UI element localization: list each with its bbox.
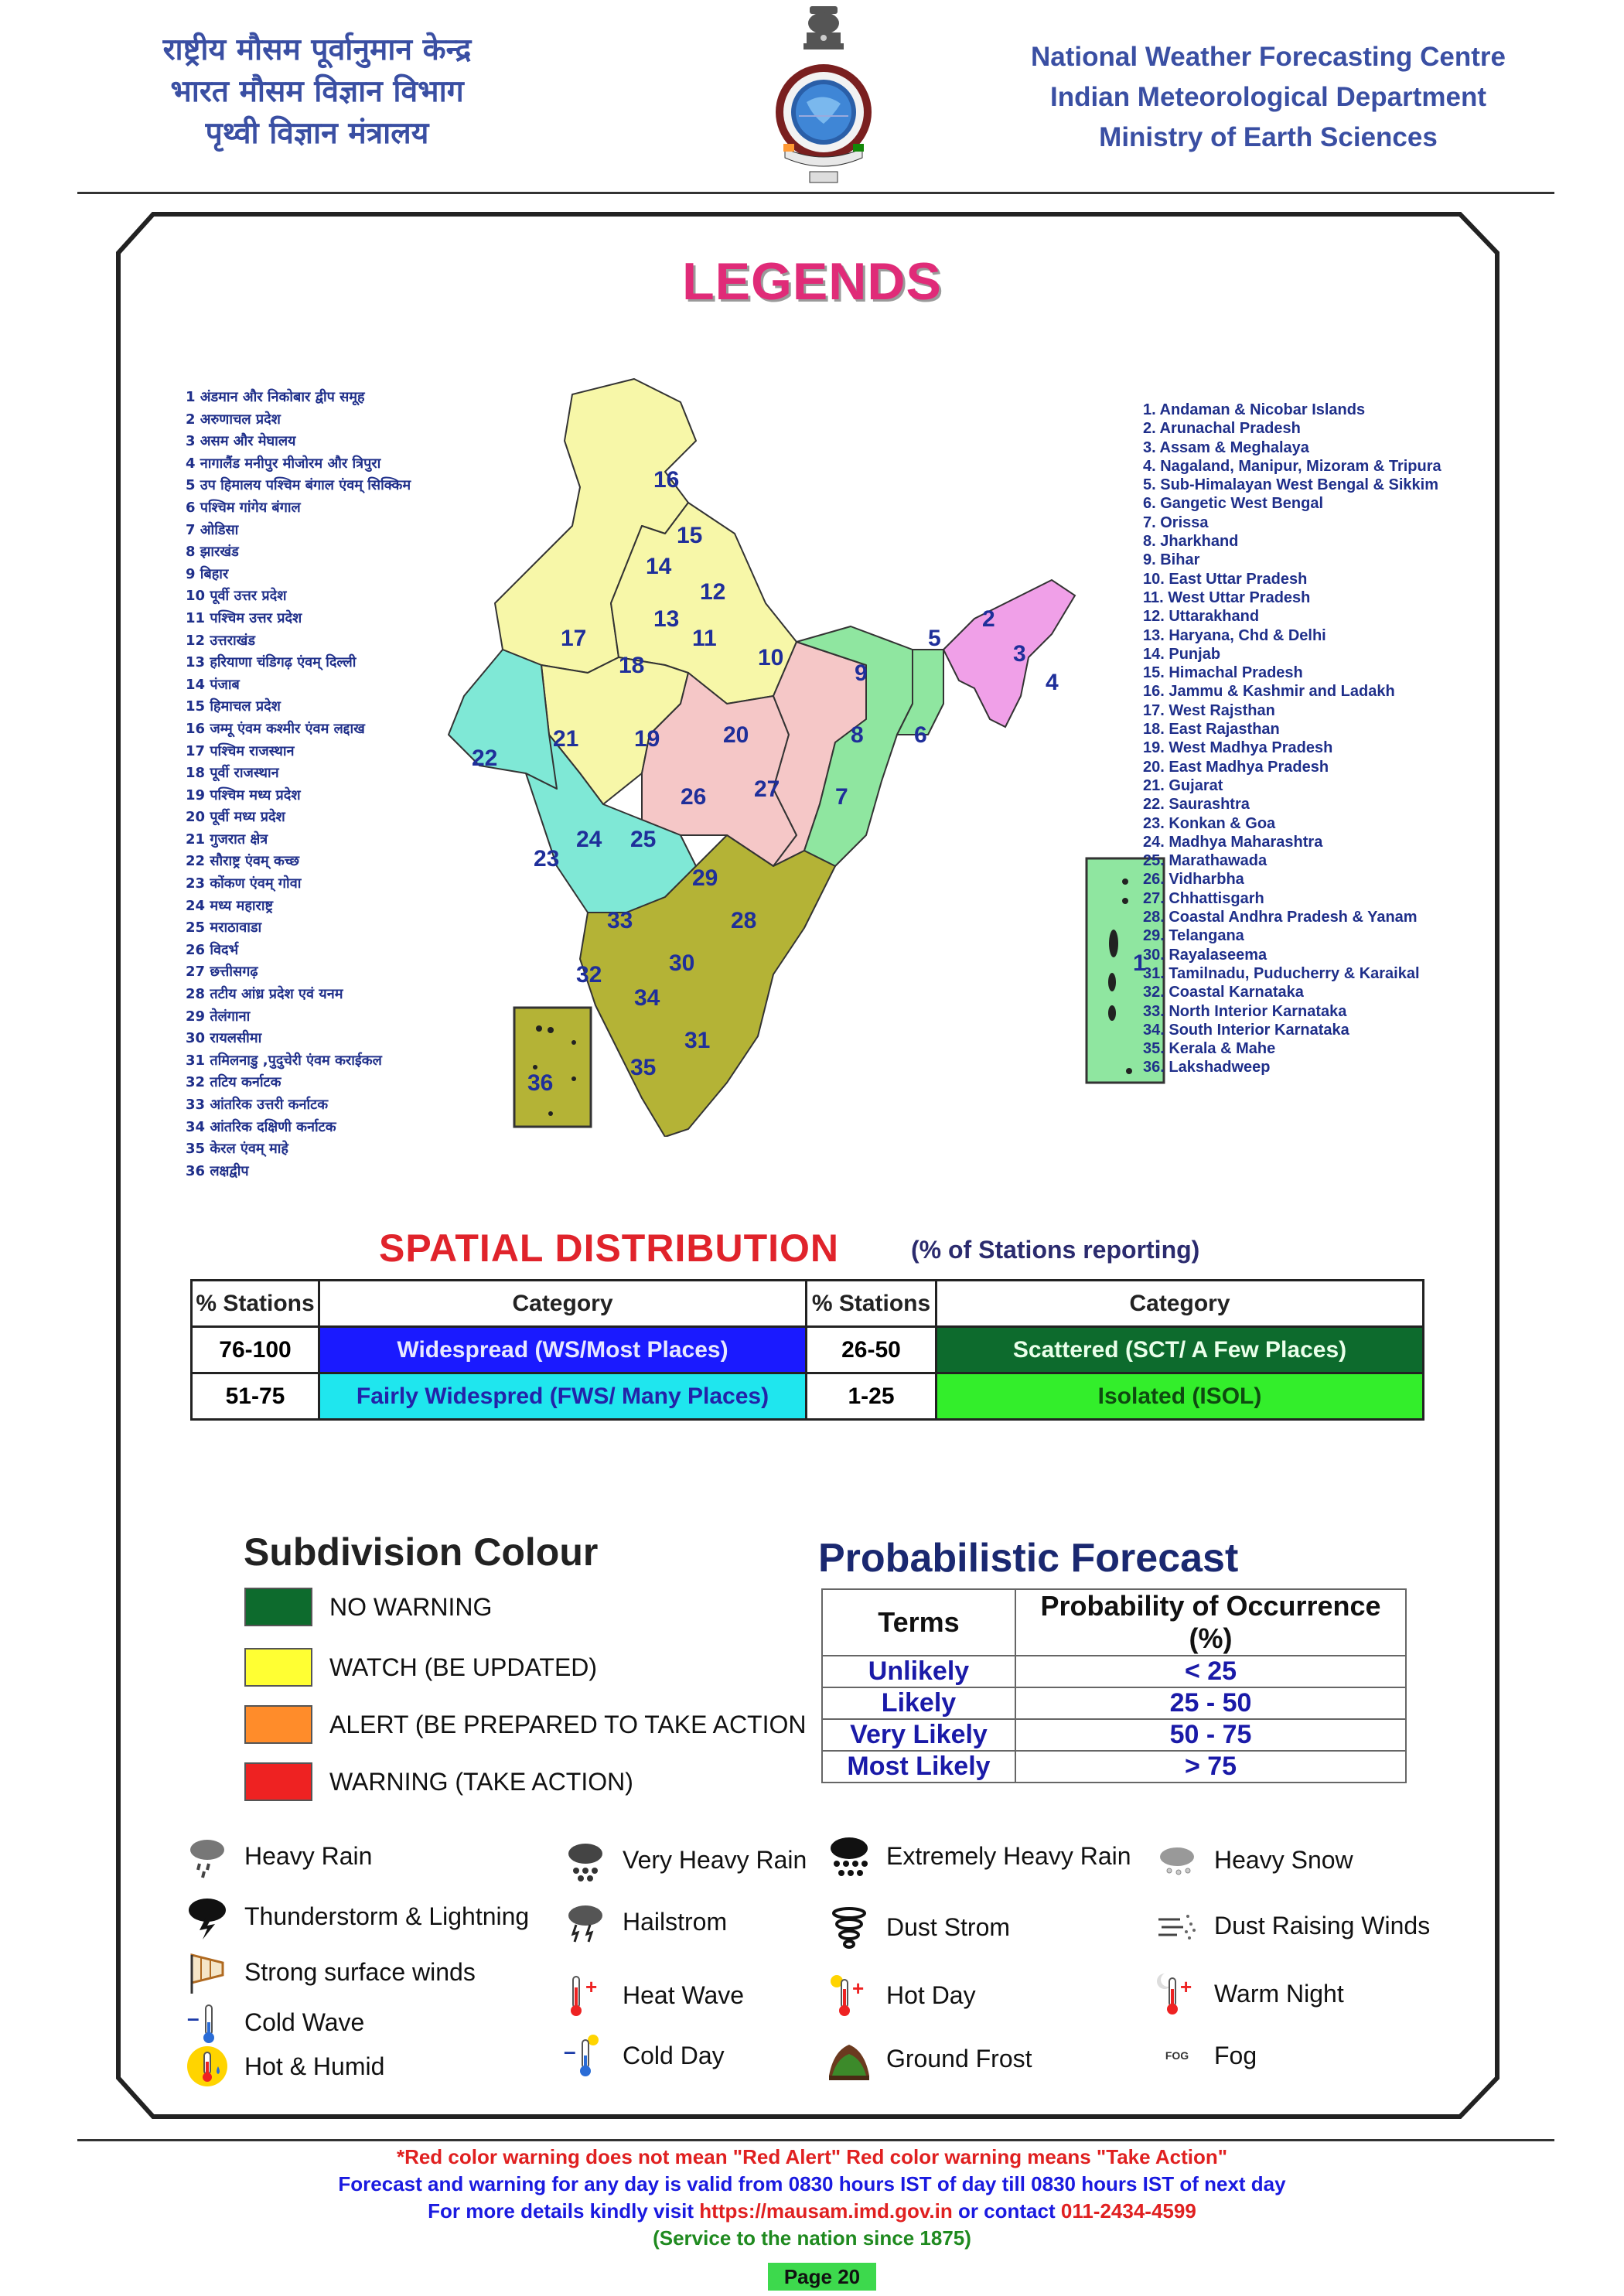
map-label: 16 [653,467,680,493]
table-row [822,1656,1406,1687]
subdivision-colour-title: Subdivision Colour [244,1530,599,1574]
list-item: 31. Tamilnadu, Puducherry & Karaikal [1143,964,1420,982]
list-item: 13 हरियाणा चंडिगढ़ एंवम् दिल्ली [186,654,357,671]
table-row [822,1589,1406,1656]
list-item: 21 गुजरात क्षेत्र [186,831,268,848]
list-item: 18. East Rajasthan [1143,721,1280,739]
legend-heavy-snow [1154,1837,1353,1883]
table-row [822,1719,1406,1751]
list-item: 35 केरल एंवम् माहे [186,1141,288,1158]
list-item: 9 बिहार [186,565,229,582]
list-item: 26. Vidharbha [1143,871,1244,889]
fog-icon [1154,2032,1200,2079]
footer-contact-prefix: For more details kindly visit [428,2199,700,2223]
col-header-category: Category [937,1281,1424,1327]
probabilistic-forecast-title: Probabilistic Forecast [818,1536,1239,1581]
map-label: 10 [758,645,784,670]
list-item: 26 विदर्भ [186,941,239,958]
list-item: 24. Madhya Maharashtra [1143,833,1323,851]
map-label: 6 [914,722,927,748]
list-item: 10. East Uttar Pradesh [1143,570,1308,588]
list-item: 1. Andaman & Nicobar Islands [1143,401,1366,418]
legend-label: Cold Wave [244,2008,365,2036]
legend-warm-night [1154,1970,1344,2017]
ground-frost-icon [826,2035,872,2082]
footer-service-note: (Service to the nation since 1875) [653,2226,971,2250]
swatch-label: WATCH (BE UPDATED) [329,1653,598,1681]
map-label: 4 [1046,670,1059,695]
probabilistic-table [821,1588,1407,1783]
legend-label: Dust Raising Winds [1214,1911,1431,1939]
hot-humid-icon [184,2043,230,2090]
map-label: 15 [677,523,703,548]
list-item: 17 पश्चिम राजस्थान [186,742,295,759]
list-item: 30. Rayalaseema [1143,946,1267,964]
list-item: 32 तटिय कर्नाटक [186,1074,281,1091]
legend-label: Strong surface winds [244,1957,476,1986]
map-label: 9 [855,660,868,686]
map-label: 7 [835,784,848,810]
list-item: 33. North Interior Karnataka [1143,1002,1347,1020]
hailstorm-icon [562,1899,609,1945]
header-hindi-line: पृथ्वी विज्ञान मंत्रालय [205,116,429,151]
map-label: 11 [692,626,717,651]
header-english [998,37,1539,158]
swatch-watch [244,1647,597,1687]
station-range: 76-100 [192,1327,319,1373]
list-item: 27. Chhattisgarh [1143,889,1264,907]
heavy-rain-icon [184,1833,230,1879]
legend-label: Ground Frost [886,2044,1032,2073]
map-label: 21 [553,726,579,752]
legend-label: Dust Strom [886,1912,1011,1941]
strong-winds-icon [184,1949,230,1995]
list-item: 23. Konkan & Goa [1143,814,1276,832]
spatial-distribution-table [190,1279,1424,1421]
subdivision-list-english [1143,401,1514,1077]
list-item: 5. Sub-Himalayan West Bengal & Sikkim [1143,476,1438,494]
very-heavy-rain-icon [562,1837,609,1883]
table-row [822,1687,1406,1719]
dust-raising-winds-icon [1154,1902,1200,1949]
heavy-snow-icon [1154,1837,1200,1883]
station-range: 1-25 [807,1373,937,1420]
list-item: 17. West Rajsthan [1143,701,1275,719]
svg-text:+: + [1180,1975,1192,1998]
list-item: 35. Kerala & Mahe [1143,1040,1276,1058]
list-item: 8 झारखंड [186,544,239,561]
swatch-label: WARNING (TAKE ACTION) [329,1767,633,1796]
probability: < 25 [1015,1656,1406,1687]
map-label: 26 [681,784,707,810]
legend-thunderstorm [184,1893,529,1939]
table-row [192,1327,1424,1373]
list-item: 4. Nagaland, Manipur, Mizoram & Tripura [1143,457,1441,475]
list-item: 15. Himachal Pradesh [1143,664,1303,682]
category-isolated: Isolated (ISOL) [937,1373,1424,1420]
term: Most Likely [822,1751,1015,1783]
header-english-line: National Weather Forecasting Centre [1031,42,1506,72]
list-item: 15 हिमाचल प्रदेश [186,698,281,715]
legend-label: Warm Night [1214,1979,1344,2008]
list-item: 30 रायलसीमा [186,1030,262,1047]
list-item: 36. Lakshadweep [1143,1059,1271,1076]
swatch-alert [244,1704,806,1745]
list-item: 32. Coastal Karnataka [1143,984,1304,1001]
list-item: 24 मध्य महाराष्ट्र [186,897,274,914]
header-hindi-line: भारत मौसम विज्ञान विभाग [170,74,464,109]
list-item: 28. Coastal Andhra Pradesh & Yanam [1143,909,1418,926]
list-item: 10 पूर्वी उत्तर प्रदेश [186,588,287,605]
category-fairly-widespread: Fairly Widespred (FWS/ Many Places) [319,1373,807,1420]
footer-contact-mid: or contact [952,2199,1061,2223]
contact-phone: 011-2434-4599 [1060,2199,1196,2223]
map-label: 14 [646,554,672,579]
legend-label: Heat Wave [623,1980,745,2009]
legend-label: Hailstrom [623,1907,728,1936]
swatch-warning [244,1762,633,1802]
legend-label: Extremely Heavy Rain [886,1841,1131,1870]
legend-label: Very Heavy Rain [623,1845,807,1874]
map-label: 30 [669,950,695,976]
list-item: 19 पश्चिम मध्य प्रदेश [186,786,301,803]
footer-validity-note: Forecast and warning for any day is valid from 0830 hours IST of day till 0830 hours IST of next day [338,2172,1286,2195]
map-label: 3 [1013,641,1026,667]
map-label: 20 [723,722,749,748]
map-label: 32 [576,962,602,988]
legend-dust-raising-winds [1154,1902,1430,1949]
map-label: 31 [684,1028,711,1053]
col-header-stations: % Stations [192,1281,319,1327]
extremely-heavy-rain-icon [826,1833,872,1879]
map-label: 12 [700,579,726,605]
map-label: 23 [534,846,560,872]
list-item: 34. South Interior Karnataka [1143,1021,1349,1039]
color-swatch [244,1648,312,1687]
legends-title: LEGENDS [682,252,942,311]
svg-text:+: + [585,1975,598,1998]
legend-cold-day [562,2032,725,2079]
list-item: 16. Jammu & Kashmir and Ladakh [1143,683,1395,701]
map-label: 34 [634,985,660,1011]
list-item: 31 तमिलनाडु ,पुदुचेरी एंवम कराईकल [186,1052,382,1069]
map-label: 36 [527,1070,554,1096]
dust-storm-icon [826,1904,872,1950]
list-item: 7 ओडिसा [186,521,239,538]
map-label: 27 [754,776,780,802]
list-item: 8. Jharkhand [1143,533,1239,551]
term: Very Likely [822,1719,1015,1751]
table-row [192,1281,1424,1327]
list-item: 18 पूर्वी राजस्थान [186,765,279,782]
legend-strong-surface-winds [184,1949,476,1995]
page-number-badge: Page 20 [768,2263,876,2291]
list-item: 36 लक्षद्वीप [186,1162,249,1179]
list-item: 2. Arunachal Pradesh [1143,420,1301,438]
list-item: 5 उप हिमालय पश्चिम बंगाल एंवम् सिक्किम [186,477,411,494]
svg-text:–: – [564,2039,576,2063]
list-item: 20 पूर्वी मध्य प्रदेश [186,809,285,826]
station-range: 51-75 [192,1373,319,1420]
list-item: 34 आंतरिक दक्षिणी कर्नाटक [186,1118,336,1135]
list-item: 16 जम्मू एंवम कश्मीर एंवम लद्दाख [186,720,365,737]
thunderstorm-icon [184,1893,230,1939]
list-item: 29. Telangana [1143,927,1244,945]
table-row [822,1751,1406,1783]
lakshadweep-inset [512,1005,593,1129]
map-label: 1 [1133,950,1146,976]
list-item: 25. Marathawada [1143,852,1267,870]
probability: 50 - 75 [1015,1719,1406,1751]
color-swatch [244,1762,312,1801]
swatch-label: NO WARNING [329,1592,493,1621]
category-scattered: Scattered (SCT/ A Few Places) [937,1327,1424,1373]
col-header-stations: % Stations [807,1281,937,1327]
legend-hot-day [826,1972,976,2018]
list-item: 28 तटीय आंध्र प्रदेश एवं यनम [186,986,343,1003]
list-item: 22 सौराष्ट्र एंवम् कच्छ [186,853,300,870]
map-label: 33 [607,908,633,933]
map-label: 24 [576,827,602,852]
probability: > 75 [1015,1751,1406,1783]
list-item: 14. Punjab [1143,645,1221,663]
legend-hailstorm [562,1899,727,1945]
list-item: 12 उत्तराखंड [186,632,255,649]
legend-ground-frost [826,2035,1032,2082]
list-item: 11. West Uttar Pradesh [1143,588,1311,606]
list-item: 13. Haryana, Chd & Delhi [1143,626,1326,644]
map-label: 17 [561,626,587,651]
header-english-line: Indian Meteorological Department [1050,82,1486,112]
legend-label: Thunderstorm & Lightning [244,1902,530,1930]
list-item: 23 कोंकण एंवम् गोवा [186,875,302,892]
list-item: 14 पंजाब [186,676,240,693]
swatch-no-warning [244,1587,492,1627]
legend-fog [1154,2032,1257,2079]
map-label: 18 [619,653,645,678]
map-label: 13 [653,606,680,632]
list-item: 6 पश्चिम गांगेय बंगाल [186,499,301,516]
list-item: 6. Gangetic West Bengal [1143,495,1324,513]
list-item: 3. Assam & Meghalaya [1143,438,1309,456]
legend-label: Cold Day [623,2041,725,2069]
legend-heavy-rain [184,1833,372,1879]
list-item: 4 नागालैंड मनीपुर मीजोरम और त्रिपुरा [186,455,381,472]
imd-emblem-logo [762,0,885,189]
footer-contact [0,2199,1624,2223]
term: Likely [822,1687,1015,1719]
map-label: 29 [692,865,718,891]
cold-day-icon [562,2032,609,2079]
header-divider [77,192,1554,194]
list-item: 19. West Madhya Pradesh [1143,739,1333,757]
station-range: 26-50 [807,1327,937,1373]
list-item: 2 अरुणाचल प्रदेश [186,411,281,428]
map-label: 5 [928,626,941,651]
list-item: 22. Saurashtra [1143,796,1250,814]
map-label: 8 [851,722,864,748]
cold-wave-icon [184,1999,230,2045]
map-label: 28 [731,908,757,933]
legend-label: Heavy Rain [244,1841,373,1870]
svg-text:–: – [187,2006,200,2030]
svg-text:+: + [852,1977,865,2000]
list-item: 3 असम और मेघालय [186,433,296,450]
map-label: 22 [472,745,498,771]
list-item: 20. East Madhya Pradesh [1143,758,1329,776]
table-row [192,1373,1424,1420]
warm-night-icon [1154,1970,1200,2017]
map-label: 2 [982,606,995,632]
category-widespread: Widespread (WS/Most Places) [319,1327,807,1373]
header-hindi [116,29,518,155]
list-item: 12. Uttarakhand [1143,608,1260,626]
col-header-category: Category [319,1281,807,1327]
list-item: 21. Gujarat [1143,776,1223,794]
legend-label: Heavy Snow [1214,1845,1353,1874]
list-item: 27 छत्तीसगढ़ [186,964,258,981]
spatial-distribution-subtitle: (% of Stations reporting) [911,1236,1200,1264]
legend-hot-humid [184,2043,384,2090]
spatial-distribution-title: SPATIAL DISTRIBUTION [379,1226,839,1270]
list-item: 33 आंतरिक उत्तरी कर्नाटक [186,1097,329,1113]
legend-extremely-heavy-rain [826,1833,1131,1879]
color-swatch [244,1705,312,1744]
list-item: 1 अंडमान और निकोबार द्वीप समूह [186,389,365,405]
heat-wave-icon [562,1972,609,2018]
swatch-label: ALERT (BE PREPARED TO TAKE ACTION [329,1710,807,1738]
map-label: 35 [630,1055,657,1080]
header-english-line: Ministry of Earth Sciences [1099,122,1438,152]
list-item: 29 तेलंगाना [186,1008,251,1025]
list-item: 11 पश्चिम उत्तर प्रदेश [186,609,302,626]
legend-label: Hot Day [886,1980,976,2009]
map-label: 25 [630,827,657,852]
website-link[interactable]: https://mausam.imd.gov.in [699,2199,953,2223]
list-item: 7. Orissa [1143,513,1209,531]
col-header-terms: Terms [822,1589,1015,1656]
hot-day-icon [826,1972,872,2018]
legend-label: Fog [1214,2041,1257,2069]
footer-red-warning-note: *Red color warning does not mean "Red Alert" Red color warning means "Take Action" [396,2145,1228,2168]
legend-dust-storm [826,1904,1010,1950]
legend-heat-wave [562,1972,744,2018]
legend-very-heavy-rain [562,1837,807,1883]
list-item: 9. Bihar [1143,551,1200,569]
term: Unlikely [822,1656,1015,1687]
legend-cold-wave [184,1999,364,2045]
map-label: 19 [634,726,660,752]
probability: 25 - 50 [1015,1687,1406,1719]
legend-label: Hot & Humid [244,2052,385,2080]
col-header-probability: Probability of Occurrence (%) [1015,1589,1406,1656]
list-item: 25 मराठावाडा [186,919,262,936]
fog-icon-text: FOG [1165,2049,1189,2062]
header-hindi-line: राष्ट्रीय मौसम पूर्वानुमान केन्द्र [162,32,472,67]
color-swatch [244,1588,312,1626]
footer-divider [77,2139,1554,2141]
